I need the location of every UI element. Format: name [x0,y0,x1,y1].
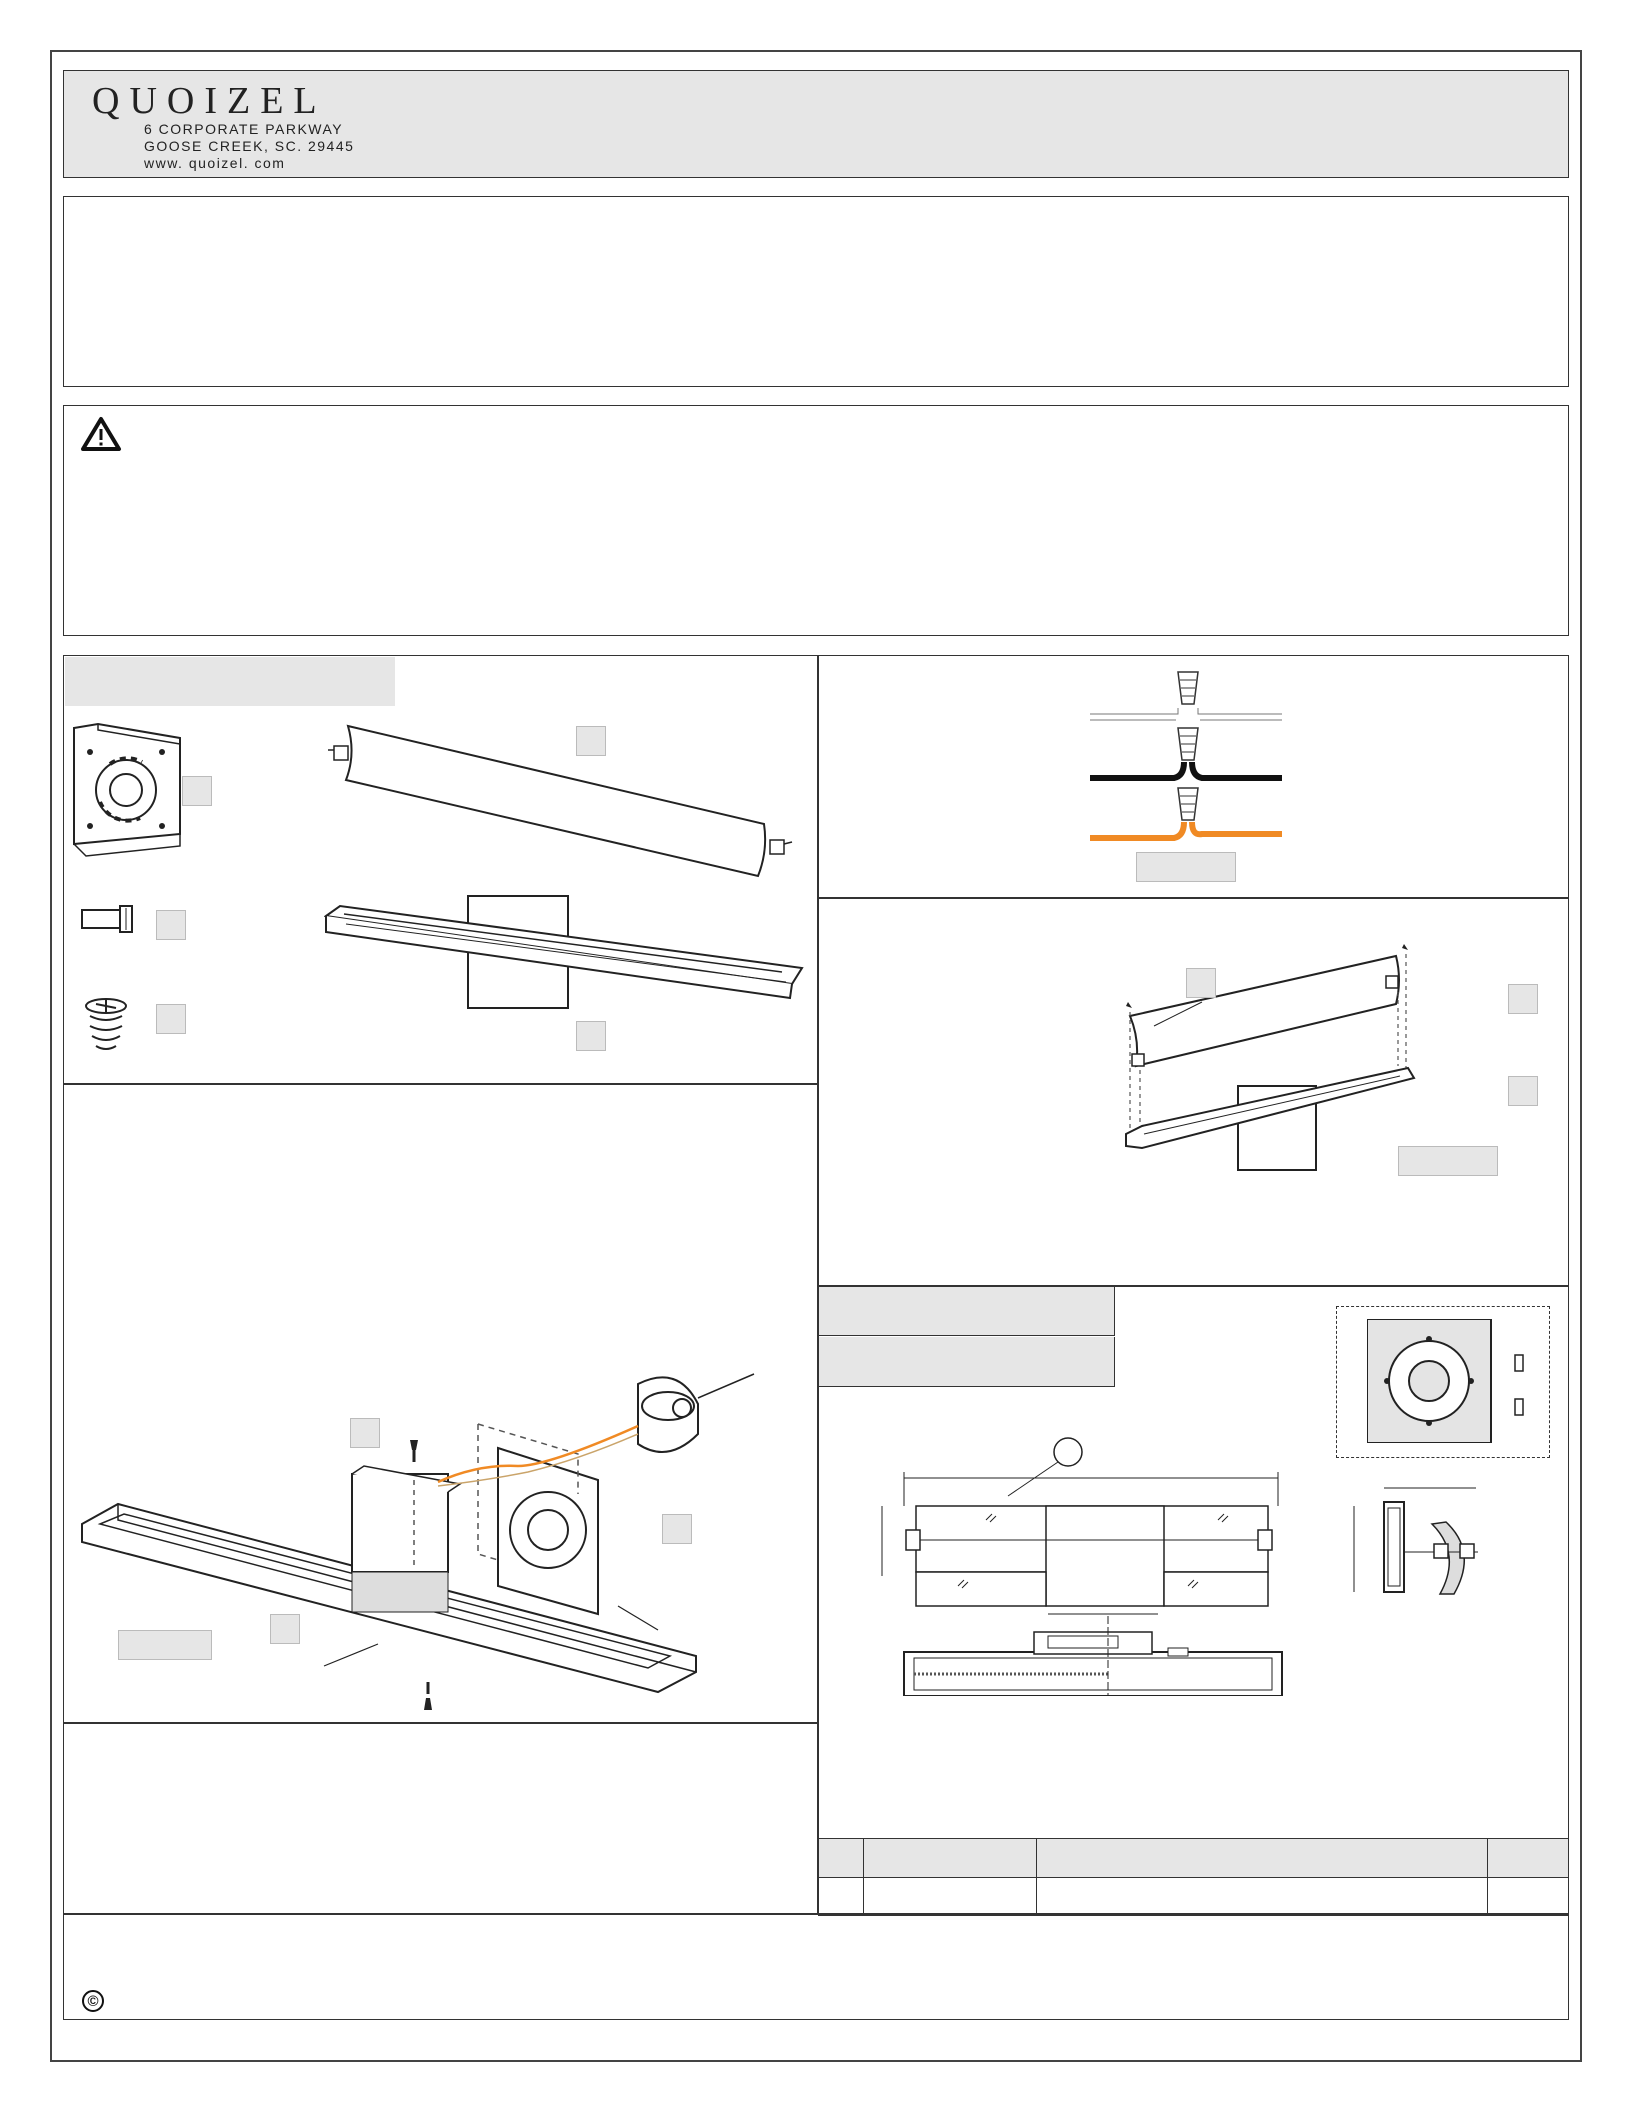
website: www. quoizel. com [144,155,286,171]
front-view-dimension-drawing [878,1436,1318,1696]
table-cell [1037,1877,1488,1916]
company-header [63,70,1569,178]
shade-attach-diagram [1118,936,1418,1176]
warning-box [63,405,1569,636]
notes-panel [63,1722,819,1915]
mounting-step-panel [63,1083,819,1724]
table-cell [819,1877,864,1916]
address-line-1: 6 CORPORATE PARKWAY [144,121,344,137]
part-label-tag [156,910,186,940]
intro-box [63,196,1569,387]
table-header-cell [1488,1839,1569,1878]
part-label-tag [1508,984,1538,1014]
glass-shade-and-fixture-part [324,716,804,1016]
spec-title-bar-2 [819,1337,1115,1387]
figure-label-tag [1398,1146,1498,1176]
specifications-table [818,1838,1569,1916]
part-label-tag [576,1021,606,1051]
part-label-tag [1508,1076,1538,1106]
figure-label-tag [118,1630,212,1660]
copyright-icon: © [82,1990,104,2012]
footer-box [63,1913,1569,2020]
table-cell [864,1877,1037,1916]
spec-title-bar-1 [819,1287,1115,1336]
table-header-cell [864,1839,1037,1878]
screw-part [82,996,132,1056]
warning-triangle-icon [80,416,122,452]
shade-attach-panel [817,897,1569,1287]
part-label-tag [576,726,606,756]
wiring-panel [817,655,1569,899]
table-cell [1488,1877,1569,1916]
mounting-assembly-diagram [78,1354,818,1724]
part-label-tag [350,1418,380,1448]
part-label-tag [182,776,212,806]
mounting-bolt-part [80,904,140,934]
parts-panel [63,655,819,1085]
bracket-detail-drawing [1367,1319,1537,1443]
table-header-cell [1037,1839,1488,1878]
part-label-tag [156,1004,186,1034]
brand-logo: QUOIZEL [92,80,327,122]
part-label-tag [270,1614,300,1644]
side-view-dimension-drawing [1348,1482,1498,1612]
parts-title-bar [65,657,395,706]
mounting-bracket-part [70,722,190,862]
address-line-2: GOOSE CREEK, SC. 29445 [144,138,355,154]
table-header-cell [819,1839,864,1878]
part-label-tag [662,1514,692,1544]
specifications-panel [817,1285,1569,1915]
figure-label-tag [1136,852,1236,882]
part-label-tag [1186,968,1216,998]
wire-connections-diagram [1088,662,1288,842]
bracket-detail-inset [1336,1306,1550,1458]
